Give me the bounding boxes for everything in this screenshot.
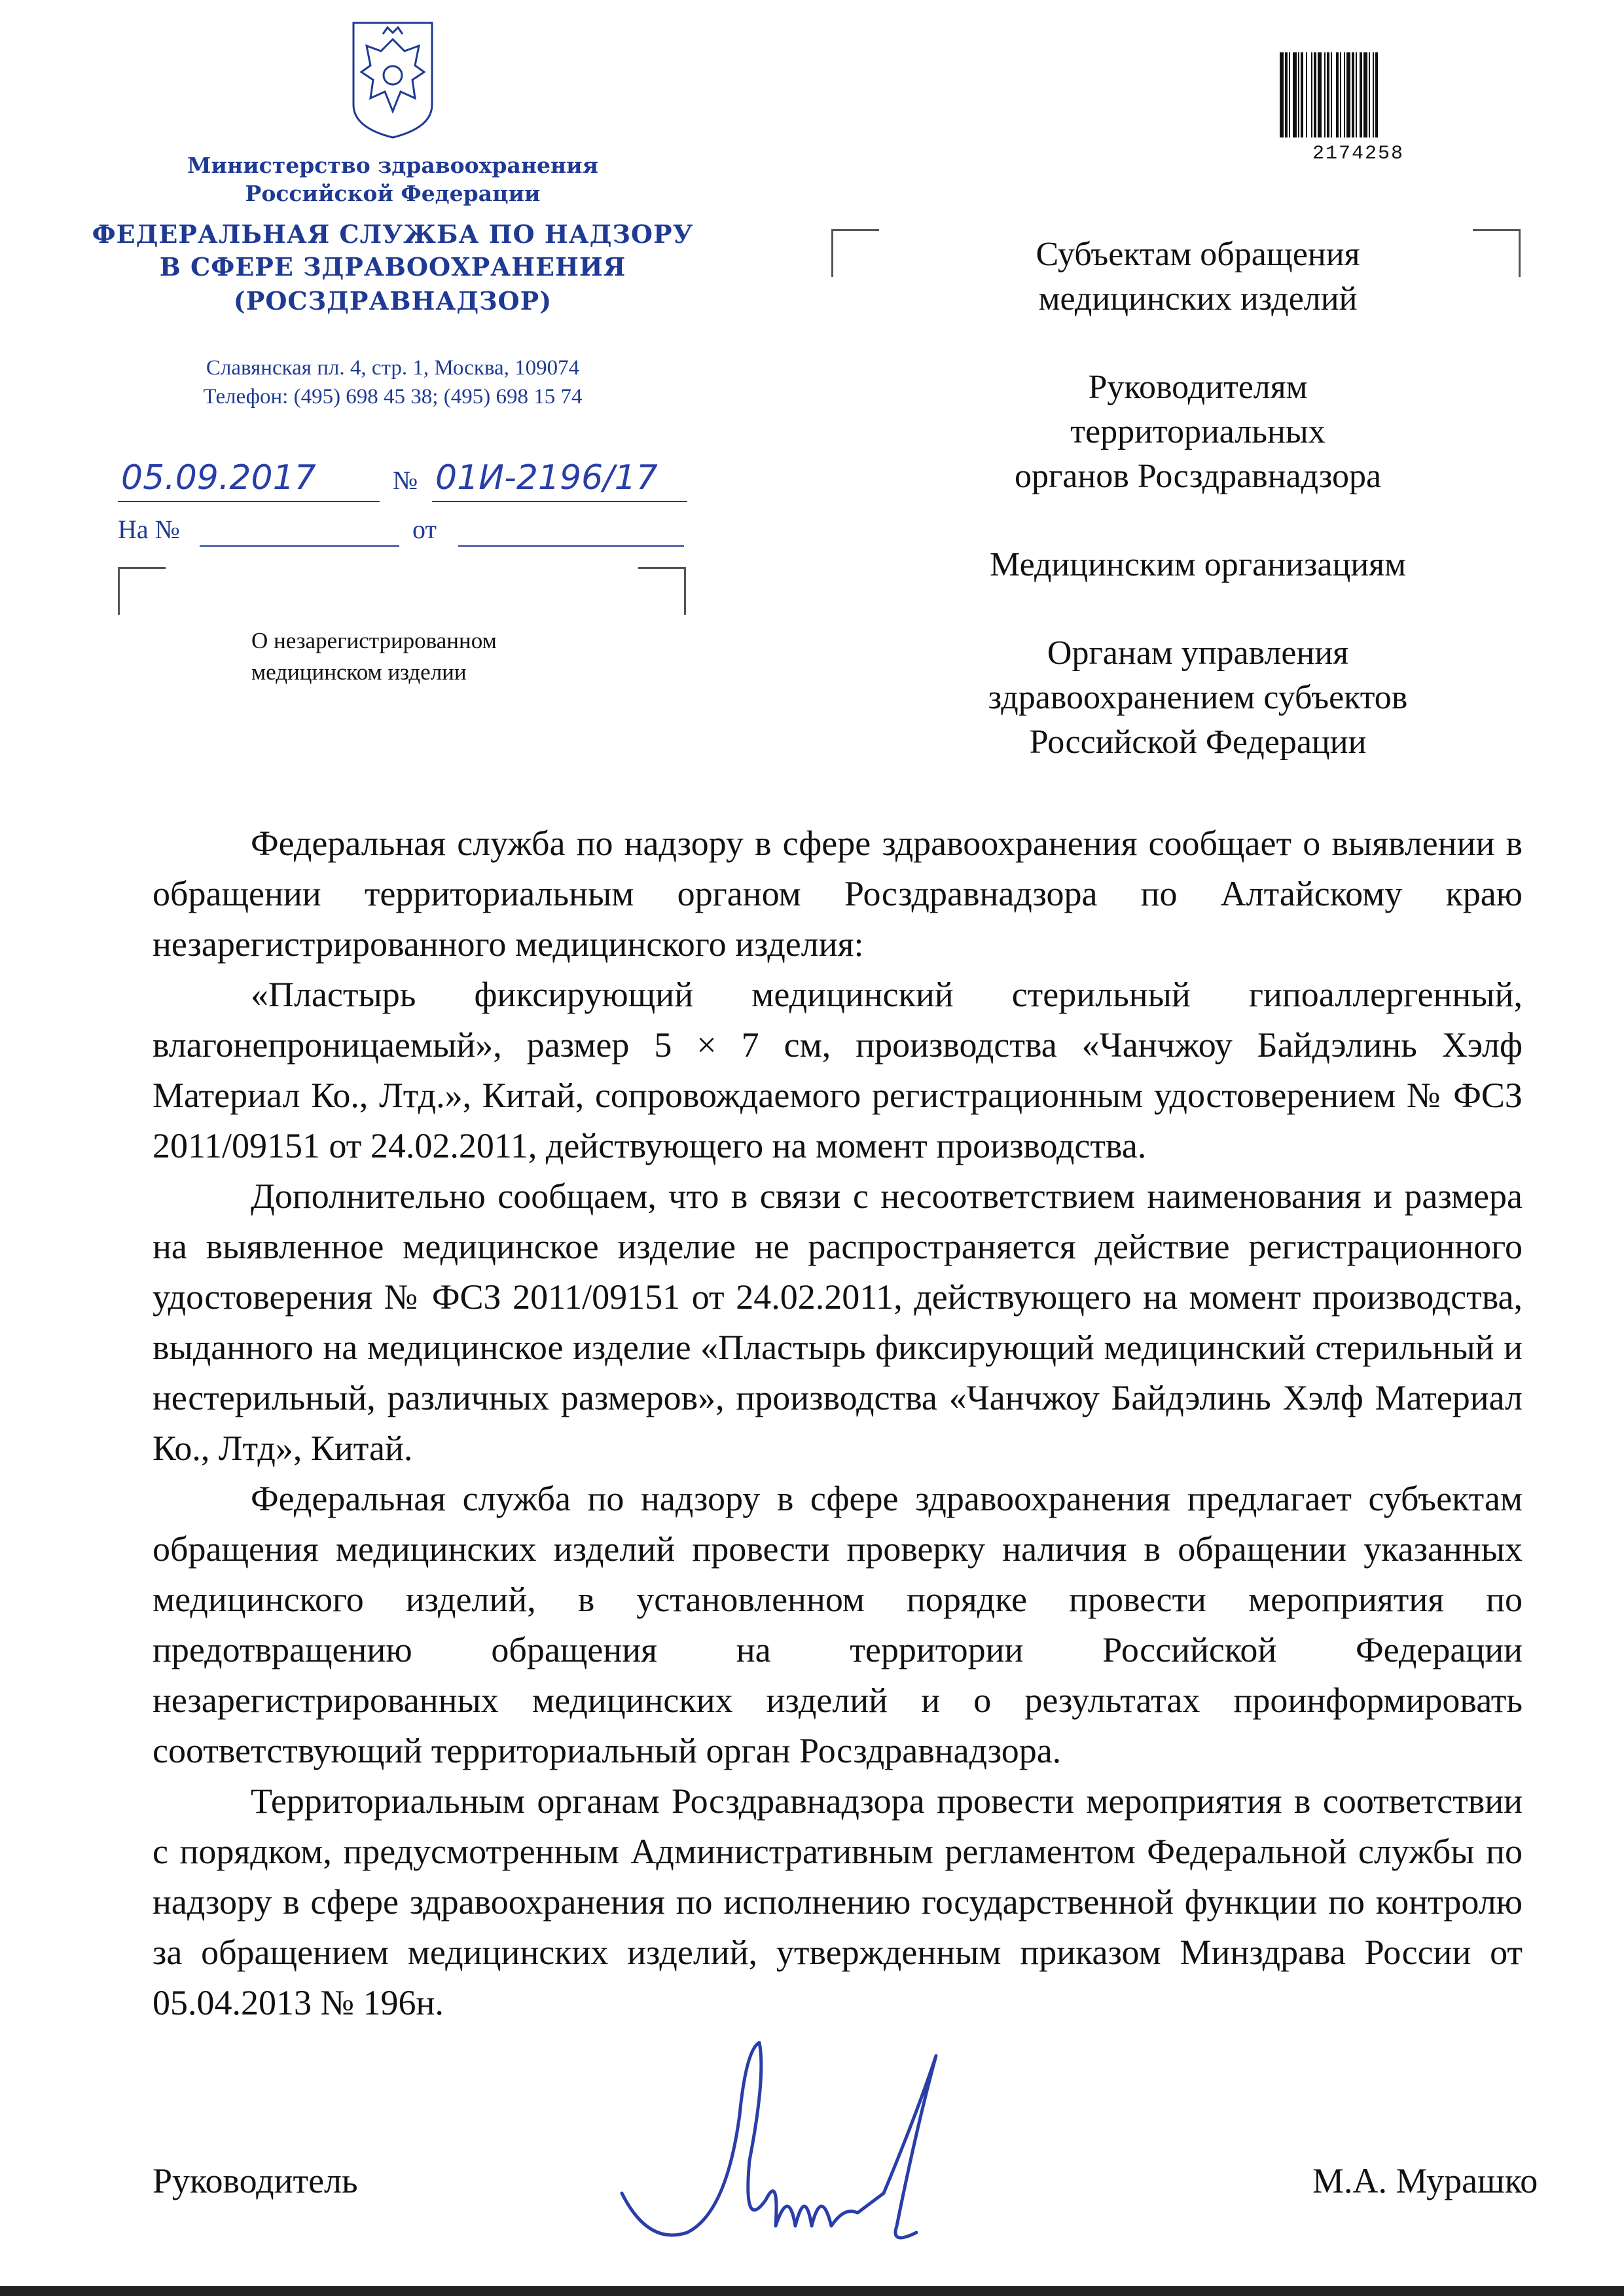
address-bracket-right bbox=[1473, 229, 1521, 277]
barcode-bar bbox=[1363, 52, 1367, 137]
service-name-line3: (РОСЗДРАВНАДЗОР) bbox=[233, 286, 552, 316]
barcode-bar bbox=[1352, 52, 1354, 137]
address: Славянская пл. 4, стр. 1, Москва, 109074 bbox=[206, 356, 580, 380]
recipient-line: территориальных bbox=[1070, 413, 1326, 450]
barcode-bar bbox=[1280, 52, 1284, 137]
barcode-bar bbox=[1306, 52, 1307, 137]
phone: Телефон: (495) 698 45 38; (495) 698 15 74 bbox=[203, 385, 583, 409]
signatory-title: Руководитель bbox=[153, 2161, 358, 2200]
recipient-line: Медицинским организациям bbox=[990, 546, 1406, 583]
recipient-line: Российской Федерации bbox=[1029, 723, 1367, 761]
barcode-bar bbox=[1285, 52, 1288, 137]
barcode-bar bbox=[1346, 52, 1350, 137]
subject-bracket-left bbox=[118, 567, 166, 615]
signatory-name: М.А. Мурашко bbox=[1312, 2161, 1538, 2200]
address-bracket-left bbox=[831, 229, 879, 277]
barcode-bar bbox=[1324, 52, 1326, 137]
date-underline bbox=[118, 501, 380, 502]
reference-date-line bbox=[458, 545, 684, 547]
letter-number: 01И-2196/17 bbox=[435, 458, 658, 498]
ministry-name-line2: Российской Федерации bbox=[245, 181, 541, 206]
recipient-line: органов Росздравнадзора bbox=[1014, 458, 1382, 495]
barcode-bar bbox=[1301, 52, 1303, 137]
barcode-bar bbox=[1369, 52, 1370, 137]
recipient-line: Руководителям bbox=[1088, 369, 1308, 406]
reference-number-line bbox=[200, 545, 399, 547]
recipient-line: Органам управления bbox=[1047, 634, 1349, 672]
barcode-bar bbox=[1375, 52, 1378, 137]
barcode-bar bbox=[1373, 52, 1374, 137]
barcode-bar bbox=[1293, 52, 1297, 137]
body-paragraph-5: Территориальным органам Росздравнадзора провести мероприятия в соответствии с порядком, предусмотренным Административным регламентом Федеральной службы по надзору в сфере здравоохранения по исполнению государственной функции по контролю за обращением медицинских изделий, утвержденным приказом Минздрава России от 05.04.2013 № 196н. bbox=[153, 1781, 1523, 2022]
barcode bbox=[1276, 52, 1440, 137]
body-paragraph-4: Федеральная служба по надзору в сфере здравоохранения предлагает субъектам обращения медицинских изделий провести проверку наличия в обращении указанных медицинского изделий, в установленном порядке провести мероприятия по предотвращению обращения на территории Российской Федерации незарегистрированных медицинских изделий и о результатах проинформировать соответствующий территориальный орган Росздравнадзора. bbox=[153, 1479, 1523, 1770]
recipient-2 bbox=[916, 365, 1479, 499]
reference-from-label: от bbox=[412, 515, 437, 544]
ministry-name-line1: Министерство здравоохранения bbox=[187, 153, 598, 178]
letter-date: 05.09.2017 bbox=[121, 458, 316, 498]
body-paragraph-1: Федеральная служба по надзору в сфере здравоохранения сообщает о выявлении в обращении территориальным органом Росздравнадзора по Алтайскому краю незарегистрированного медицинского изделия: bbox=[153, 824, 1523, 964]
scan-edge-bar bbox=[0, 2286, 1624, 2296]
service-name-line2: В СФЕРЕ ЗДРАВООХРАНЕНИЯ bbox=[159, 252, 626, 282]
number-label: № bbox=[393, 465, 418, 495]
recipient-4 bbox=[916, 631, 1479, 765]
barcode-bar bbox=[1336, 52, 1339, 137]
barcode-bar bbox=[1340, 52, 1341, 137]
recipient-line: Субъектам обращения bbox=[1036, 236, 1360, 273]
number-underline bbox=[432, 501, 687, 502]
service-name-line1: ФЕДЕРАЛЬНАЯ СЛУЖБА ПО НАДЗОРУ bbox=[92, 219, 694, 249]
body-paragraph-3: Дополнительно сообщаем, что в связи с несоответствием наименования и размера на выявленное медицинское изделие не распространяется действие регистрационного удостоверения № ФСЗ 2011/09151 от 24.02.2011, действующего на момент производства, выданного на медицинское изделие «Пластырь фиксирующий медицинский стерильный и нестерильный, различных размеров», производства «Чанчжоу Байдэлинь Хэлф Материал Ко., Лтд», Китай. bbox=[153, 1176, 1523, 1468]
letter-subject bbox=[251, 625, 497, 688]
letter-body bbox=[153, 818, 1523, 2028]
barcode-bar bbox=[1327, 52, 1329, 137]
handwritten-signature bbox=[609, 2036, 949, 2259]
barcode-bar bbox=[1314, 52, 1316, 137]
recipient-1 bbox=[916, 232, 1479, 321]
recipients-block bbox=[916, 232, 1479, 809]
body-paragraph-2: «Пластырь фиксирующий медицинский стерильный гипоаллергенный, влагонепроницаемый», размер 5 × 7 см, производства «Чанчжоу Байдэлинь Хэлф Материал Ко., Лтд.», Китай, сопровождаемого регистрационным удостоверением № ФСЗ 2011/09151 от 24.02.2011, действующего на момент производства. bbox=[153, 975, 1523, 1165]
barcode-number: 2174258 bbox=[1312, 143, 1405, 165]
subject-line1: О незарегистрированном bbox=[251, 628, 497, 653]
barcode-bar bbox=[1298, 52, 1299, 137]
barcode-bar bbox=[1344, 52, 1345, 137]
barcode-bar bbox=[1318, 52, 1322, 137]
barcode-bar bbox=[1360, 52, 1362, 137]
coat-of-arms-emblem bbox=[347, 20, 439, 141]
barcode-bar bbox=[1331, 52, 1332, 137]
barcode-bar bbox=[1311, 52, 1312, 137]
subject-bracket-right bbox=[638, 567, 686, 615]
reference-number-label: На № bbox=[118, 515, 180, 544]
barcode-bar bbox=[1356, 52, 1357, 137]
recipient-line: медицинских изделий bbox=[1038, 280, 1358, 318]
recipient-line: здравоохранением субъектов bbox=[988, 679, 1408, 716]
barcode-bar bbox=[1289, 52, 1290, 137]
subject-line2: медицинском изделии bbox=[251, 659, 467, 685]
recipient-3 bbox=[916, 543, 1479, 587]
